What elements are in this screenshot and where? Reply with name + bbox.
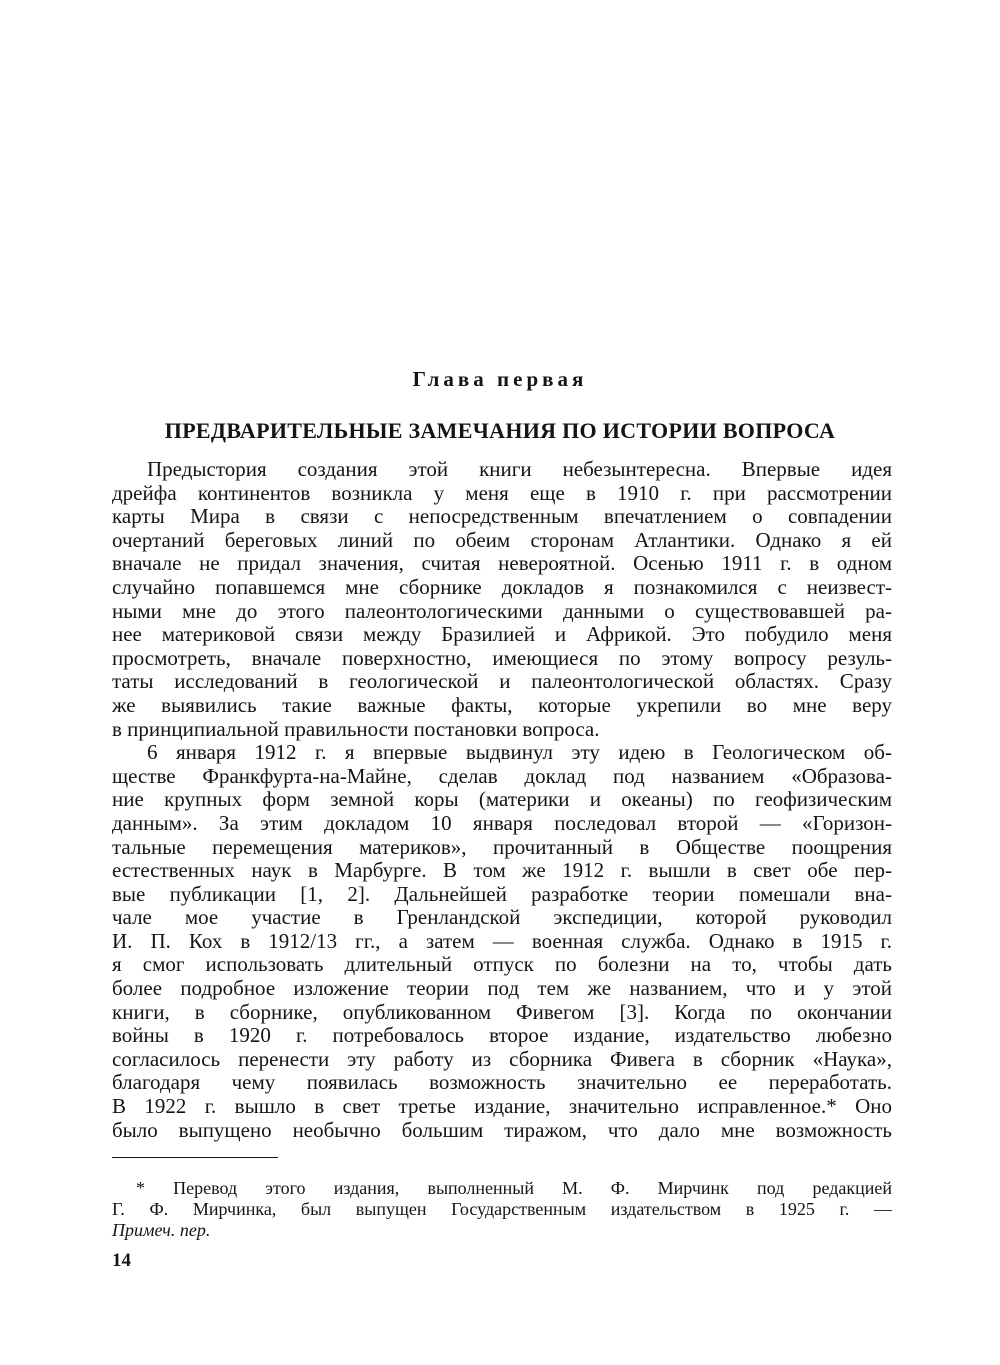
footnote [112,1178,892,1241]
body-line: более подробное изложение теории под тем же названием, что и у этой [112,976,892,1001]
body-line: нее материковой связи между Бразилией и Африкой. Это побудило меня [112,622,892,647]
body-line: благодаря чему появилась возможность значительно ее переработать. [112,1070,892,1095]
body-line: естественных наук в Марбурге. В том же 1912 г. вышли в свет обе пер- [112,858,892,883]
body-line: в принципиальной правильности постановки вопроса. [112,716,600,741]
body-line: войны в 1920 г. потребовалось второе издание, издательство любезно [112,1023,892,1048]
footnote-line: * Перевод этого издания, выполненный М. Ф. Мирчинк под редакцией [136,1178,892,1198]
body-line: дрейфа континентов возникла у меня еще в 1910 г. при рассмотрении [112,480,892,505]
body-line: просмотреть, вначале поверхностно, имеющиеся по этому вопросу резуль- [112,645,892,670]
footnote-divider [112,1157,278,1158]
body-line: случайно попавшемся мне сборнике докладов я познакомился с неизвест- [112,574,892,599]
body-line: тальные перемещения материков», прочитанный в Обществе поощрения [112,834,892,859]
body-line: карты Мира в связи с непосредственным впечатлением о совпадении [112,504,892,529]
body-line: И. П. Кох в 1912/13 гг., а затем — военная служба. Однако в 1915 г. [112,928,892,953]
body-line: ществе Франкфурта-на-Майне, сделав доклад под названием «Образова- [112,763,892,788]
body-line: чале мое участие в Гренландской экспедиции, которой руководил [112,905,892,930]
body-text [112,458,892,1142]
body-line: таты исследований в геологической и палеонтологической областях. Сразу [112,669,892,694]
body-line: ными мне до этого палеонтологическими данными о существовавшей ра- [112,598,892,623]
body-line: В 1922 г. вышло в свет третье издание, значительно исправленное.* Оно [112,1094,892,1119]
body-line: вые публикации [1, 2]. Дальнейшей разработке теории помешали вна- [112,881,892,906]
body-line: же выявились такие важные факты, которые укрепили во мне веру [112,692,892,717]
page-number: 14 [112,1250,131,1271]
footnote-line: Примеч. пер. [112,1220,211,1240]
body-line: Предыстория создания этой книги небезынтересна. Впервые идея [147,457,892,481]
body-line: согласилось перенести эту работу из сборника Фивега в сборник «Наука», [112,1046,892,1071]
body-line: 6 января 1912 г. я впервые выдвинул эту идею в Геологическом об- [147,740,892,765]
body-line: ние крупных форм земной коры (материки и океаны) по геофизическим [112,787,892,812]
body-line: вначале не придал значения, считая невероятной. Осенью 1911 г. в одном [112,551,892,576]
footnote-line: Г. Ф. Мирчинка, был выпущен Государственным издательством в 1925 г. — [112,1199,892,1219]
body-line: очертаний береговых линий по обеим сторонам Атлантики. Однако я ей [112,527,892,552]
body-line: данным». За этим докладом 10 января последовал второй — «Горизон- [112,810,892,835]
body-line: было выпущено необычно большим тиражом, что дало мне возможность [112,1117,892,1142]
body-line: я смог использовать длительный отпуск по болезни на то, чтобы дать [112,952,892,977]
body-line: книги, в сборнике, опубликованном Фивегом [3]. Когда по окончании [112,999,892,1024]
chapter-title: ПРЕДВАРИТЕЛЬНЫЕ ЗАМЕЧАНИЯ ПО ИСТОРИИ ВОПРОСА [164,418,836,443]
chapter-label: Глава первая [412,367,588,391]
